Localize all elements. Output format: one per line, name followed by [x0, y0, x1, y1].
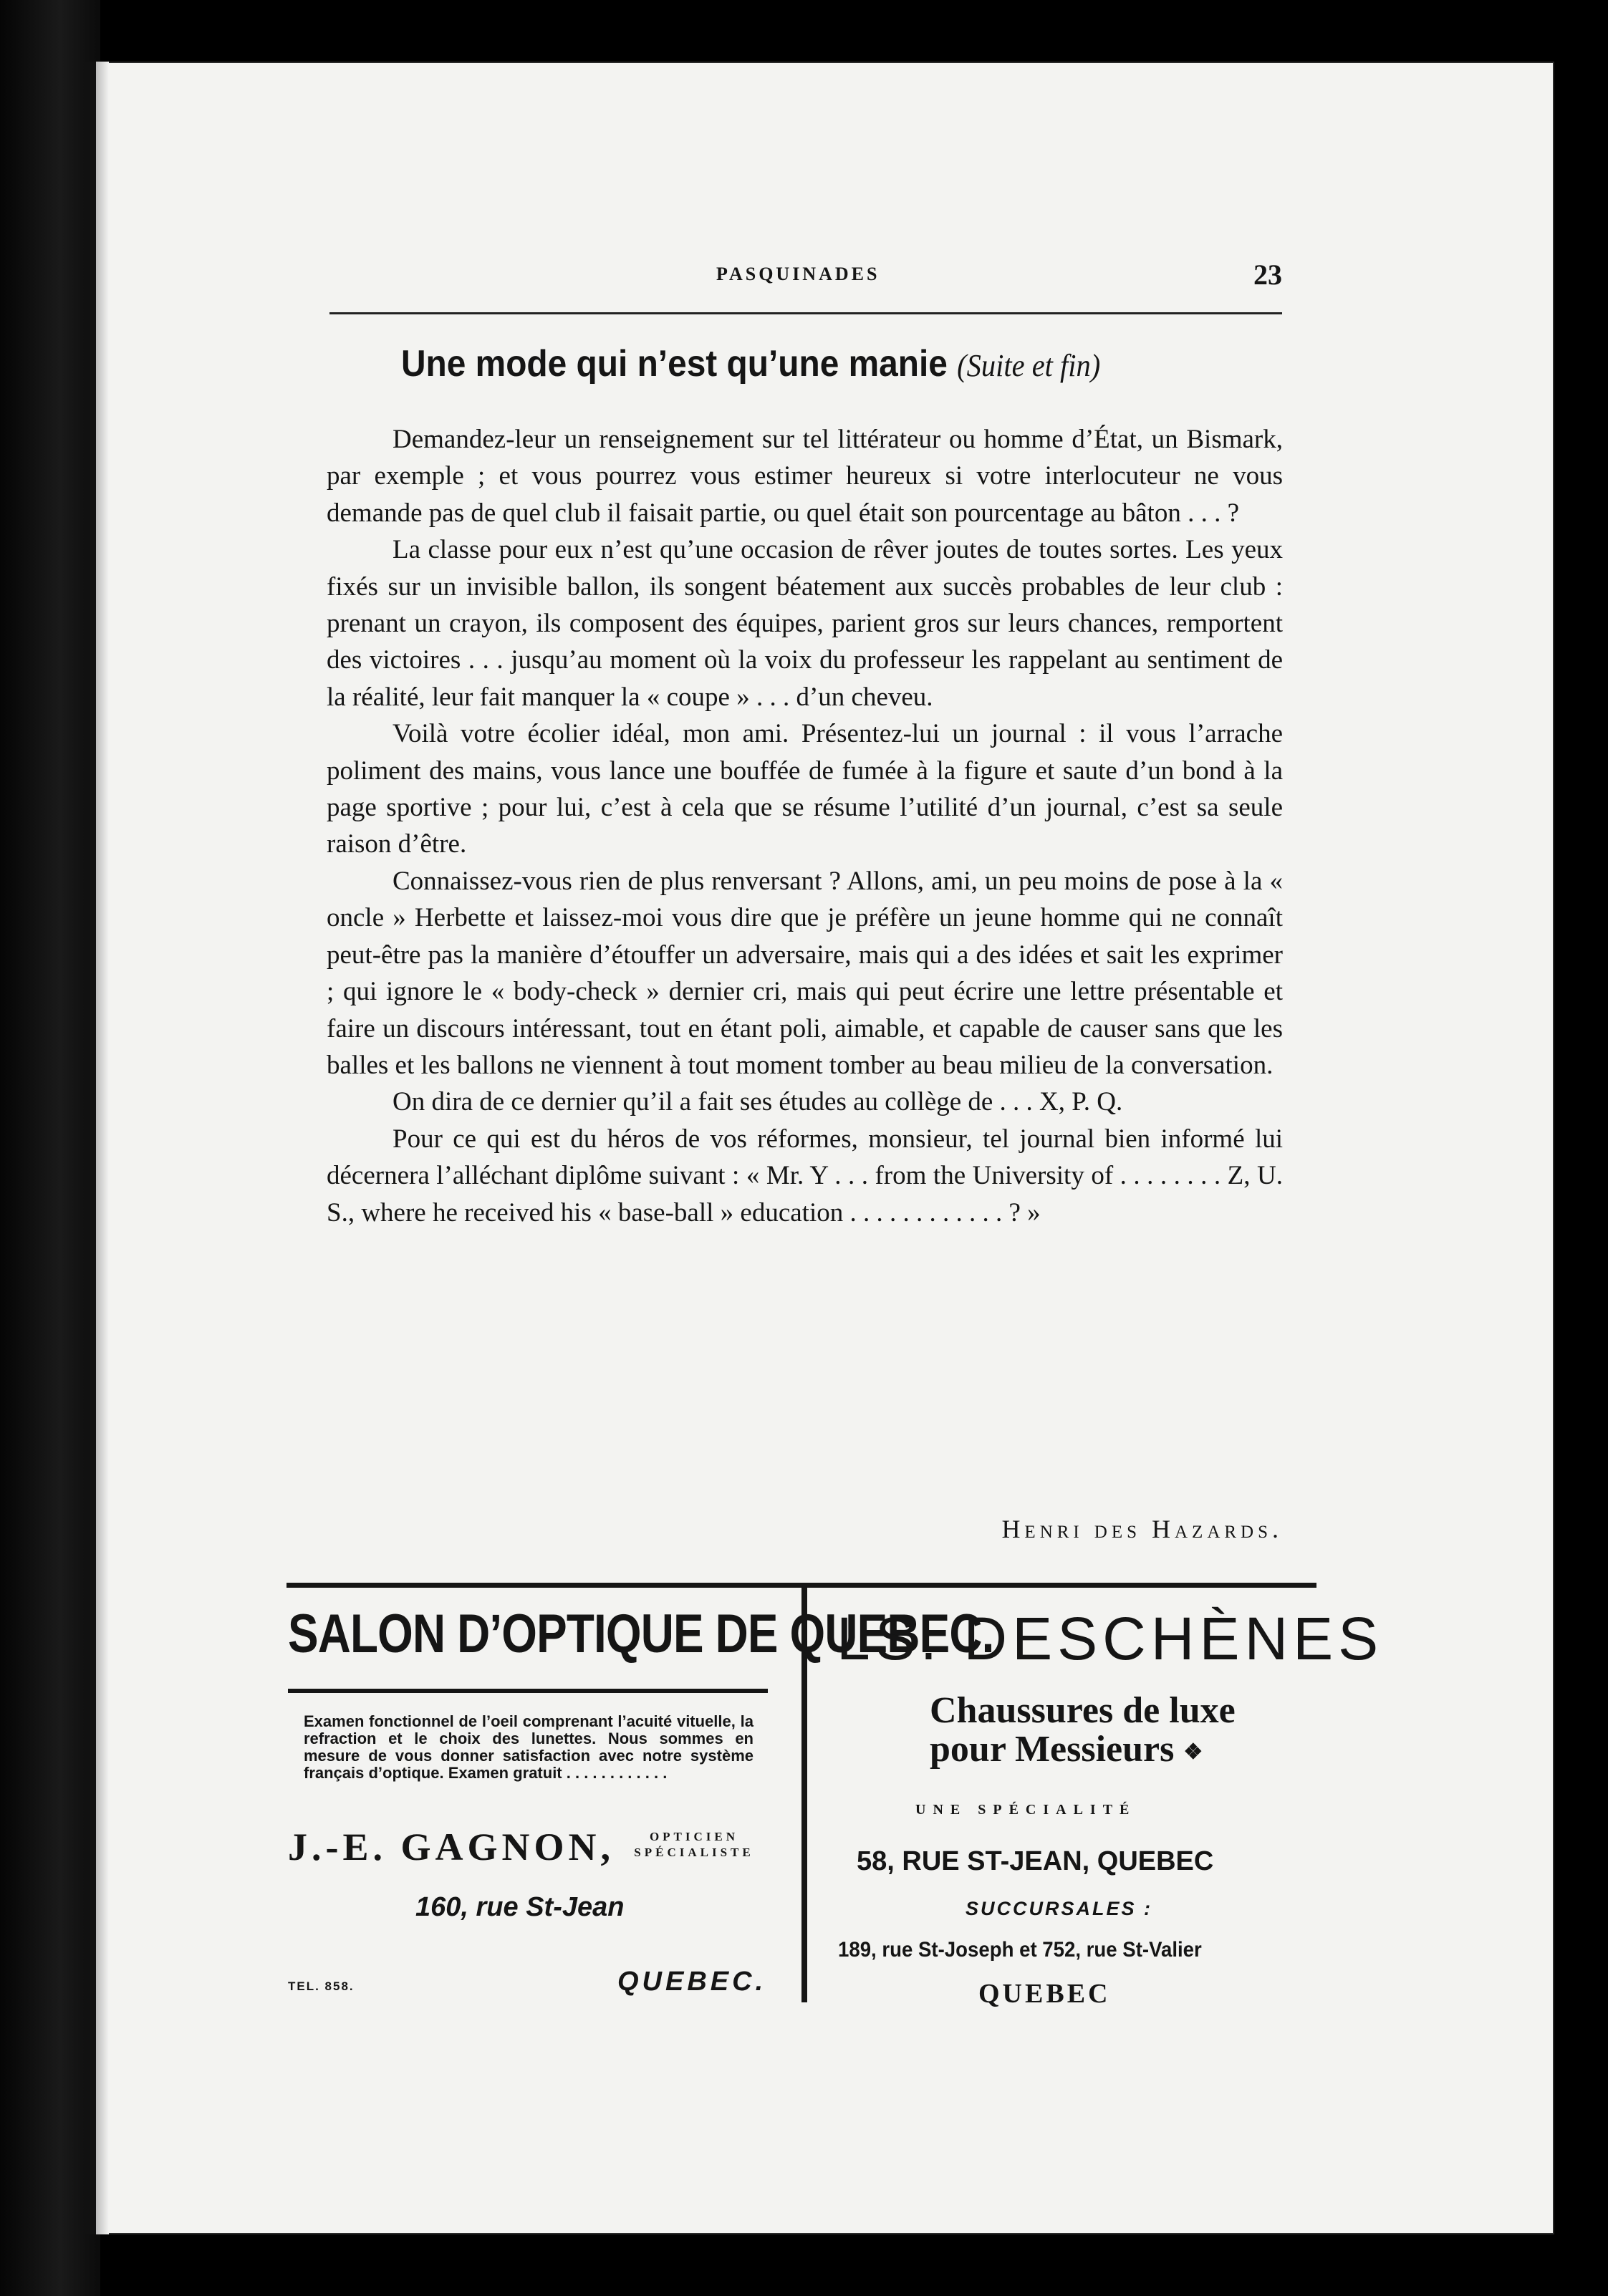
article-title-text: Une mode qui n’est qu’une manie	[401, 343, 948, 385]
paragraph: Voilà votre écolier idéal, mon ami. Présentez-lui un journal : il vous l’arrache poliment des mains, vous lance une bouffée de fumée à la figure et saute d’un bond à la page sportive ; pour lui, c’est à cela que se résume l’utilité d’un journal, c’est sa seule raison d’être.	[327, 719, 1283, 859]
ornament-icon: ❖	[1183, 1740, 1203, 1765]
article-subtitle: (Suite et fin)	[957, 348, 1101, 383]
ad-salon-optique	[288, 1598, 994, 2000]
article-title	[401, 342, 1100, 385]
ad-deschenes-city: QUEBEC	[978, 1979, 1111, 2009]
ad-salon-address: 160, rue St-Jean	[415, 1892, 625, 1922]
ad-salon-role-line1: OPTICIEN	[649, 1830, 739, 1843]
running-title: PASQUINADES	[716, 264, 880, 284]
ad-deschenes-name: LS. DESCHÈNES	[837, 1605, 1384, 1672]
ad-salon-name: SALON D’OPTIQUE DE QUEBEC.	[288, 1603, 994, 1664]
ad-salon-tel: TEL. 858.	[288, 1979, 355, 1993]
paragraph: Demandez-leur un renseignement sur tel littérateur ou homme d’État, un Bismark, par exemple ; et vous pourrez vous estimer heureux si votre interlocuteur ne vous demande pas de quel club il faisait partie, ou quel était son pourcentage au bâton . . . ?	[327, 425, 1283, 528]
paragraph: On dira de ce dernier qu’il a fait ses études au collège de . . . X, P. Q.	[393, 1087, 1123, 1117]
running-header	[329, 259, 1282, 292]
header-rule	[329, 312, 1282, 314]
ad-salon-city: QUEBEC.	[617, 1967, 767, 1997]
ad-deschenes-tagline-line2: pour Messieurs	[930, 1729, 1175, 1770]
ad-deschenes-tagline-line2-wrap	[930, 1730, 1236, 1772]
paragraph: Pour ce qui est du héros de vos réformes, monsieur, tel journal bien informé lui décernera l’alléchant diplôme suivant : « Mr. Y . . . from the University of . . . . . . . . Z, U. S., where he received his « base-ball » education . . . . . . . . . . . . ? »	[327, 1124, 1283, 1227]
paragraph: La classe pour eux n’est qu’une occasion de rêver joutes de toutes sortes. Les yeux fixés sur un invisible ballon, ils songent béatement aux succès probables de leur club : prenant un crayon, ils composent des équipes, parient gros sur leurs chances, remportent des victoires . . . jusqu’au moment où la voix du professeur les rappelant au sentiment de la réalité, leur fait manquer la « coupe » . . . d’un cheveu.	[327, 535, 1283, 712]
article-body	[327, 421, 1283, 1543]
ad-salon-role	[619, 1829, 769, 1861]
ad-deschenes-branches-label: SUCCURSALES :	[966, 1898, 1153, 1919]
page-binding-shadow	[96, 62, 109, 2234]
paragraph: Connaissez-vous rien de plus renversant ? Allons, ami, un peu moins de pose à la « oncle » Herbette et laissez-moi vous dire que je préfère un jeune homme qui ne connaît peut-être pas la manière d’étouffer un adversaire, mais qui a des idées et sait les exprimer ; qui ignore le « body-check » dernier cri, mais qui peut écrire une lettre présentable et faire un discours intéressant, tout en étant poli, aimable, et capable de causer sans que les balles et les ballons ne viennent à tout moment tomber au beau milieu de la conversation.	[327, 866, 1283, 1080]
ad-salon-rule	[288, 1689, 768, 1693]
ad-deschenes-specialty: UNE SPÉCIALITÉ	[915, 1802, 1137, 1818]
ad-deschenes	[822, 1598, 1384, 2009]
ad-salon-proprietor: J.-E. GAGNON,	[288, 1825, 615, 1868]
ad-deschenes-tagline	[930, 1692, 1236, 1772]
ad-salon-role-line2: SPÉCIALISTE	[634, 1846, 754, 1859]
article-signature: Henri des Hazards.	[1001, 1515, 1283, 1543]
ad-salon-description: Examen fonctionnel de l’oeil comprenant l’acuité vituelle, la refraction et le choix des lunettes. Nous sommes en mesure de vous donner satisfaction avec notre système français d’optique. Examen gratuit . . . . . . . . . . . .	[304, 1712, 754, 1782]
ad-deschenes-address: 58, RUE ST-JEAN, QUEBEC	[857, 1846, 1214, 1876]
ad-deschenes-tagline-line1: Chaussures de luxe	[930, 1690, 1236, 1731]
page-number: 23	[1253, 259, 1282, 291]
ad-deschenes-branches: 189, rue St-Joseph et 752, rue St-Valier	[838, 1938, 1202, 1962]
page-binding	[85, 62, 96, 2234]
